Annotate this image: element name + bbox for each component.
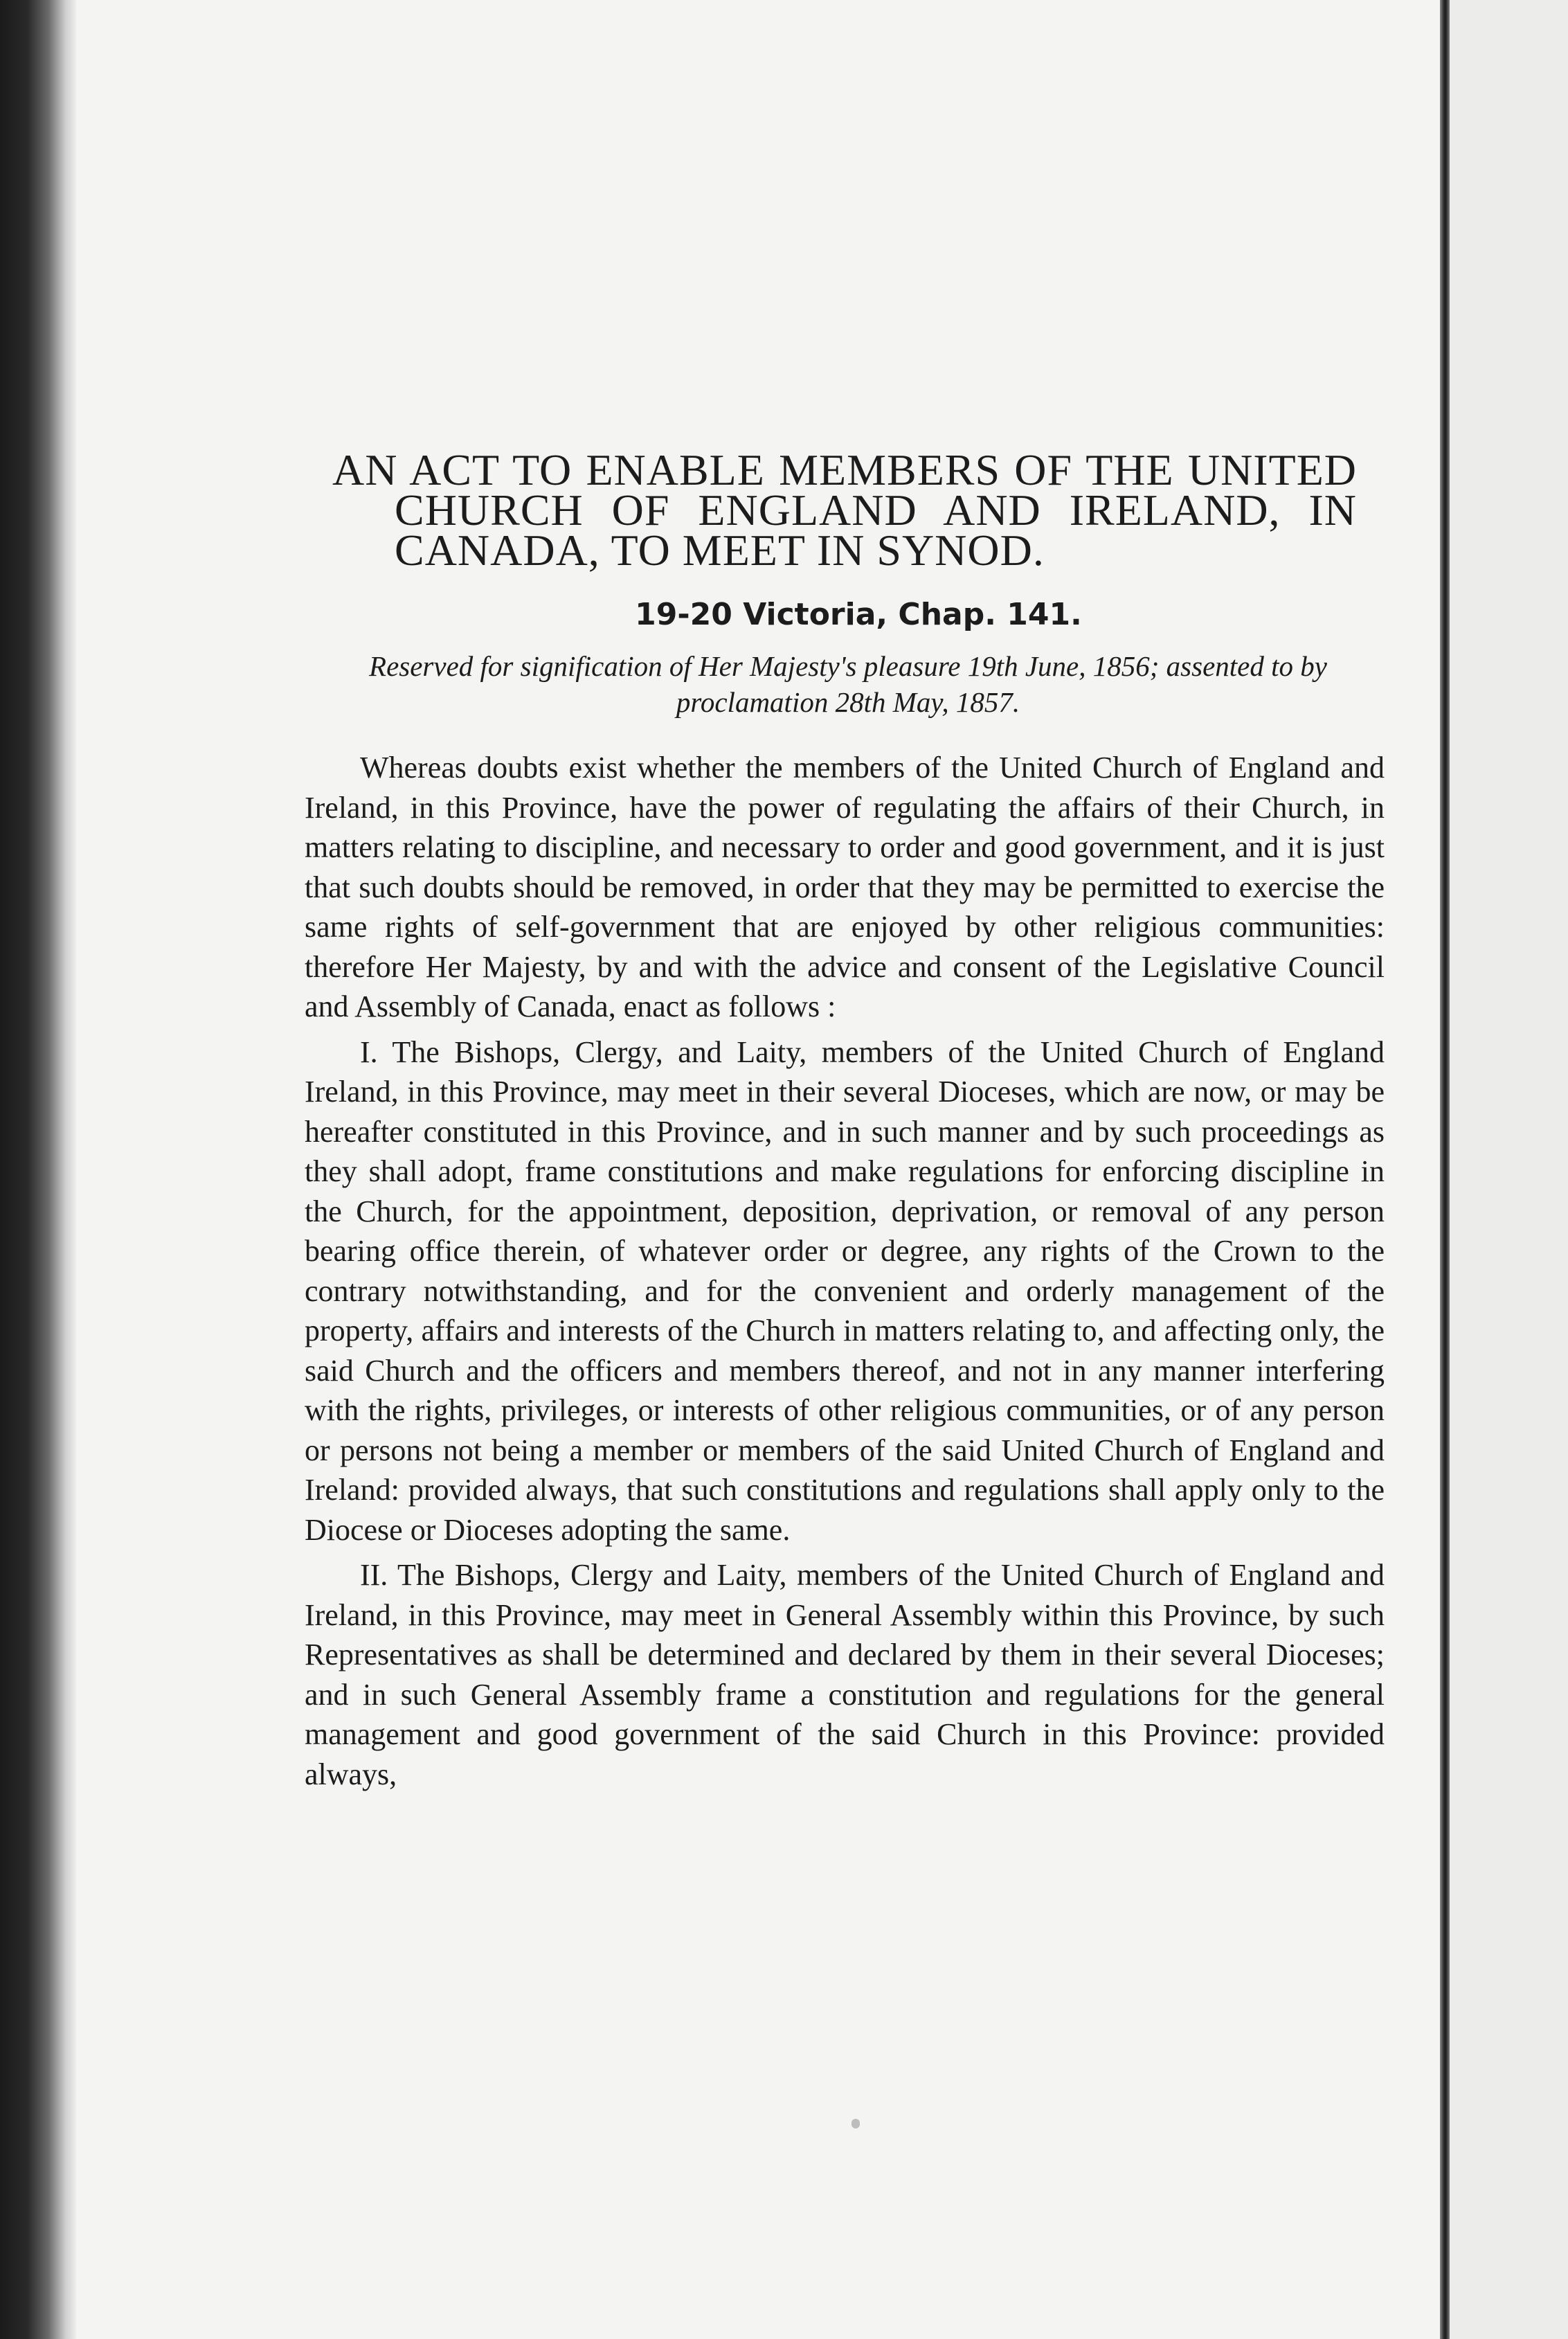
facing-page-edge [1450, 0, 1568, 2339]
statute-citation: 19-20 Victoria, Chap. 141. [635, 597, 1082, 632]
reserved-note: Reserved for signification of Her Majesty's pleasure 19th June, 1856; assented to by proclamation 28th May, 1857. [369, 650, 1327, 718]
page-gutter [1440, 0, 1450, 2339]
act-title [305, 445, 1385, 575]
title-line-3: CANADA, TO MEET IN SYNOD. [395, 526, 1045, 575]
preamble-paragraph: Whereas doubts exist whether the members of the United Church of England and Ireland, in this Province, have the power of regulating the affairs of their Church, in matters relating to discipline, and necessary to order and good government, and it is just that such doubts should be removed, in order that they may be permitted to exercise the same rights of self-government that are enjoyed by other religious communities: therefore Her Majesty, by and with the advice and consent of the Legislative Council and Assembly of Canada, enact as follows : [305, 751, 1385, 1023]
title-line-1: AN ACT TO ENABLE MEMBERS OF THE UNITED [332, 445, 1357, 494]
section-2-paragraph: II. The Bishops, Clergy and Laity, members of the United Church of England and Ireland, in this Province, may meet in General Assembly within this Province, by such Representatives as shall be determined and declared by them in their several Dioceses; and in such General Assembly frame a constitution and regulations for the general management and good government of the said Church in this Province: provided always, [305, 1558, 1385, 1791]
document-page [305, 445, 1385, 1800]
act-body [305, 748, 1385, 1794]
page-mark [851, 2119, 860, 2129]
title-line-2: CHURCH OF ENGLAND AND IRELAND, IN [395, 485, 1357, 535]
binding-shadow [0, 0, 76, 2339]
section-1-paragraph: I. The Bishops, Clergy, and Laity, members of the United Church of England Ireland, in this Province, may meet in their several Dioceses, which are now, or may be hereafter constituted in this Province, and in such manner and by such proceedings as they shall adopt, frame constitutions and make regulations for enforcing discipline in the Church, for the appointment, deposition, deprivation, or removal of any person bearing office therein, of whatever order or degree, any rights of the Crown to the contrary notwithstanding, and for the convenient and orderly management of the property, affairs and interests of the Church in matters relating to, and affecting only, the said Church and the officers and members thereof, and not in any manner interfering with the rights, privileges, or interests of other religious communities, or of any person or persons not being a member or members of the said United Church of England and Ireland: provided always, that such constitutions and regulations shall apply only to the Diocese or Dioceses adopting the same. [305, 1034, 1385, 1547]
